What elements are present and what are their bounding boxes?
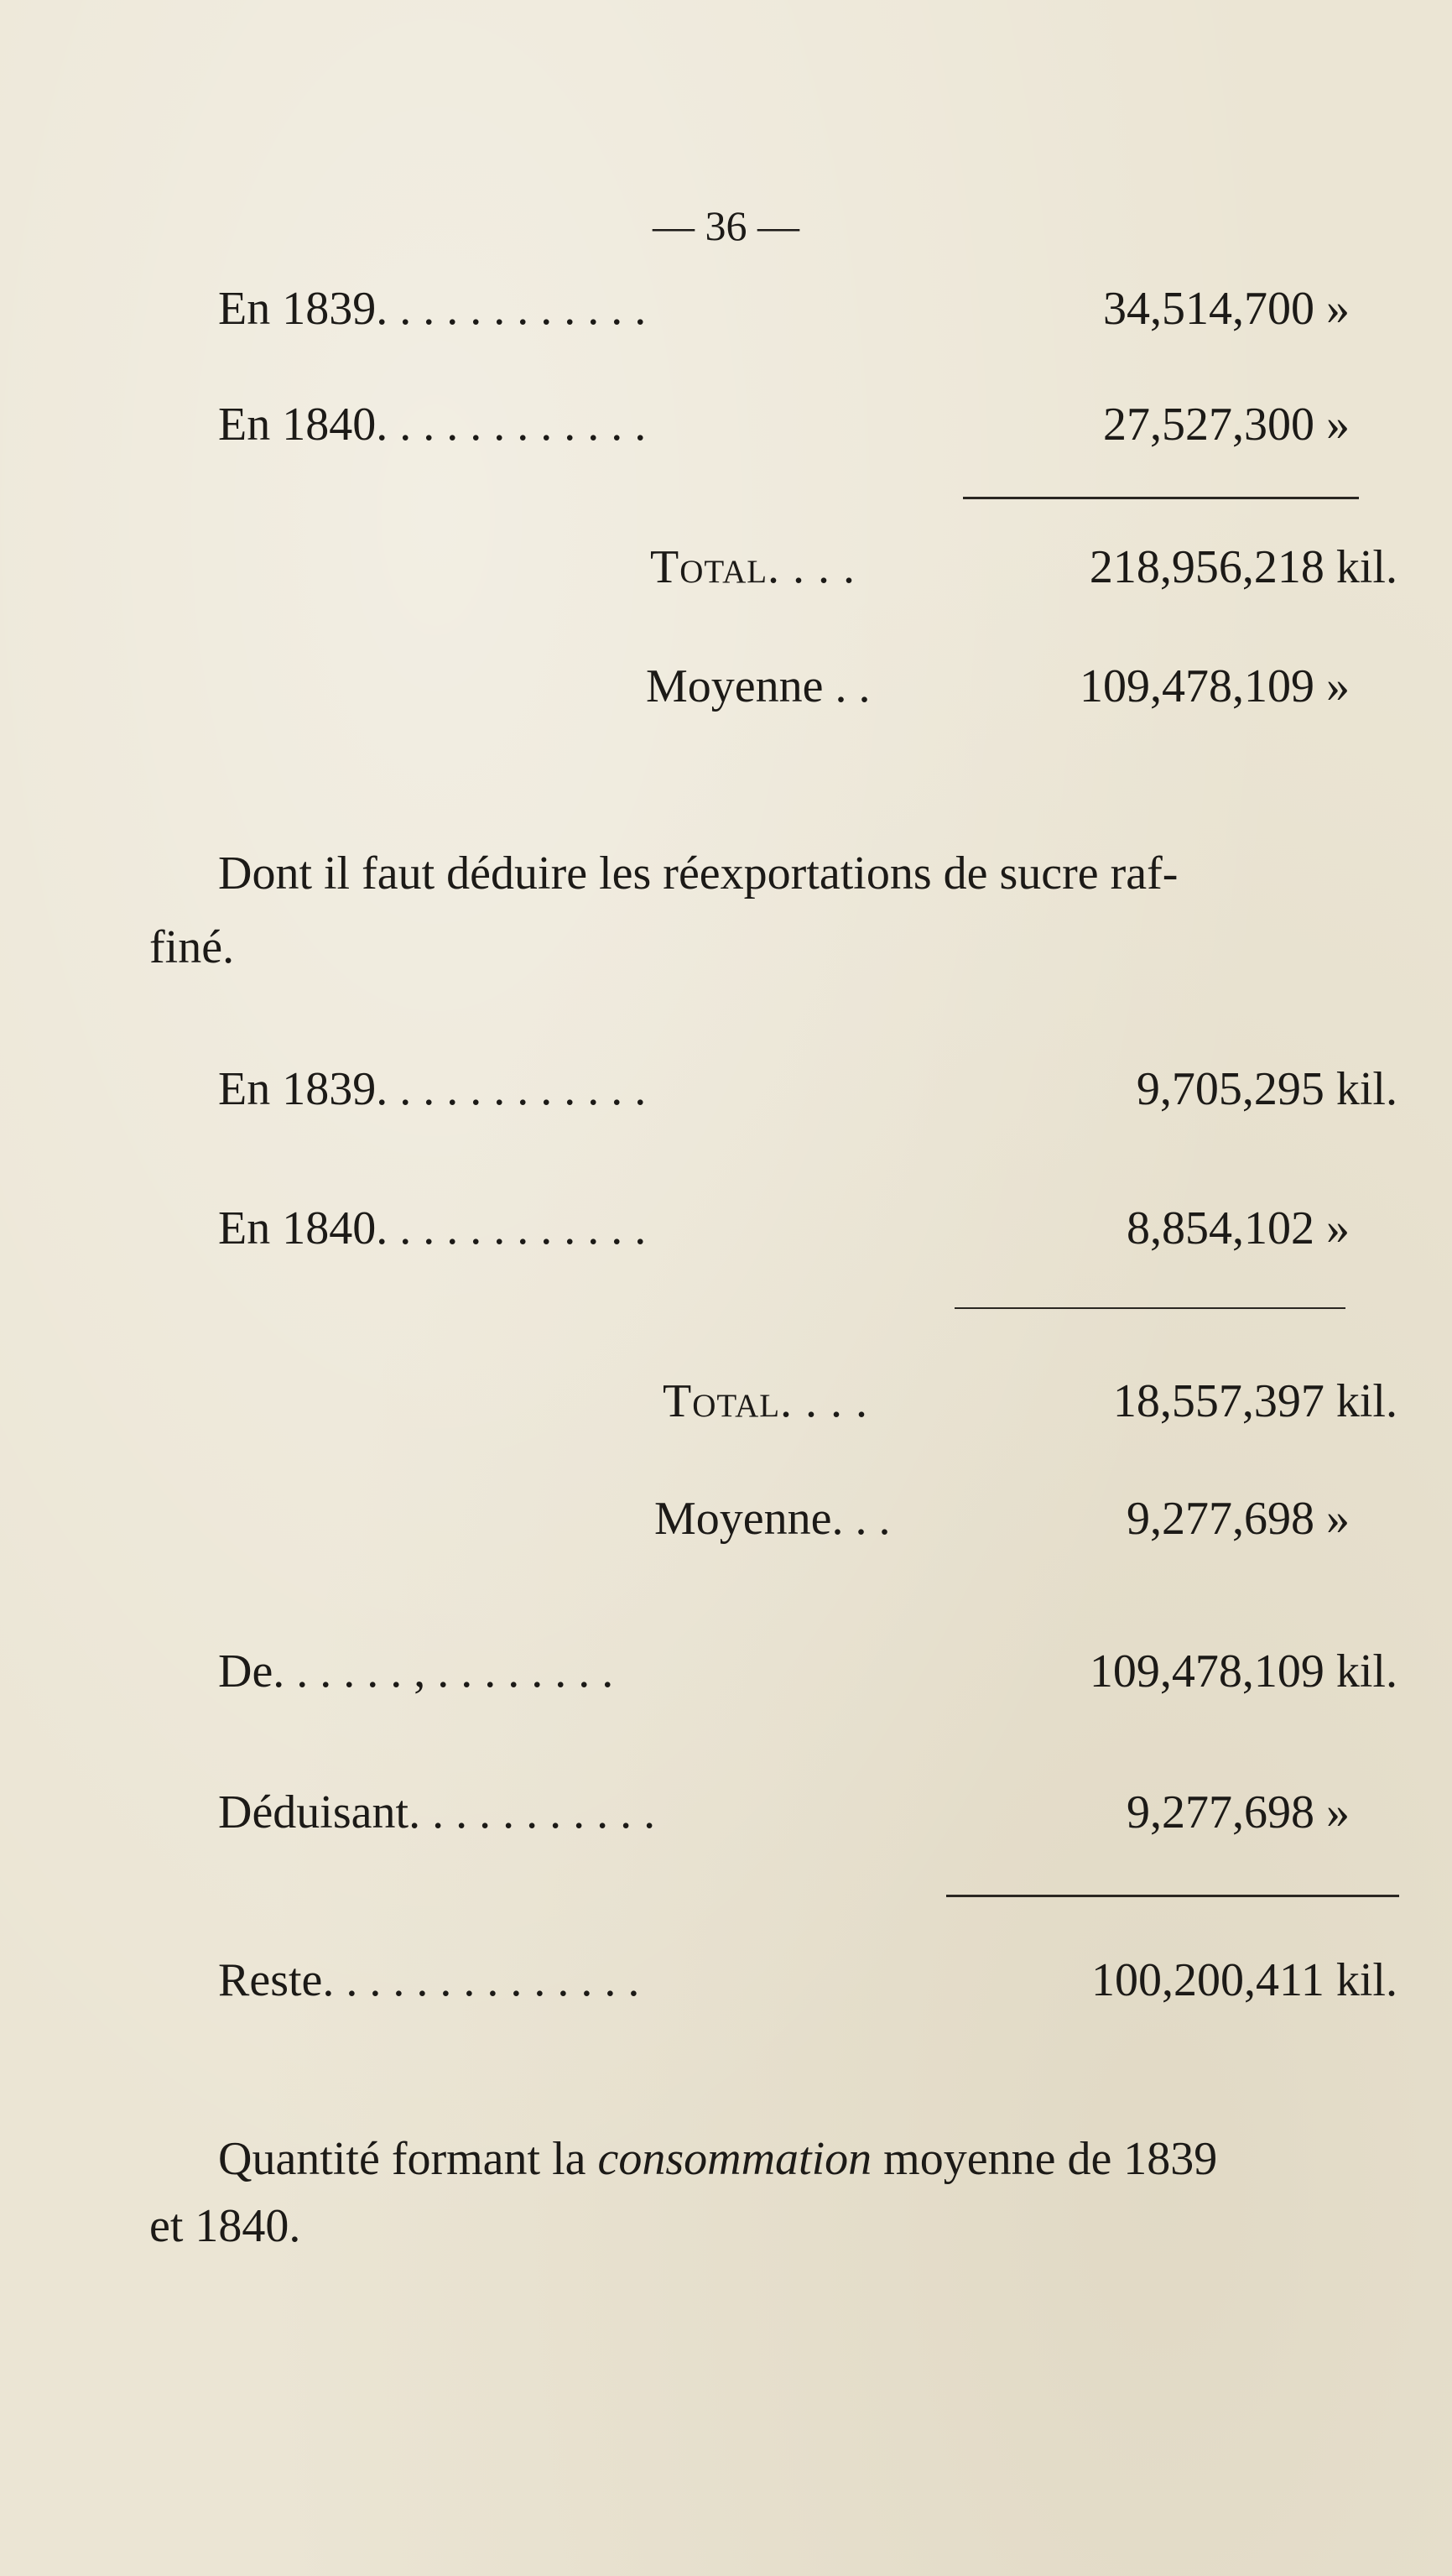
row-value-1839: 9,705,295 kil. (1136, 1063, 1397, 1115)
moyenne-value: 9,277,698 » (1127, 1493, 1350, 1545)
difference-rule (946, 1895, 1399, 1897)
moyenne-label: Moyenne . . (646, 660, 871, 712)
de-value: 109,478,109 kil. (1089, 1645, 1397, 1697)
row-value-1840: 8,854,102 » (1127, 1202, 1350, 1254)
total-value: 218,956,218 kil. (1089, 541, 1397, 593)
row-value-1839: 34,514,700 » (1103, 283, 1350, 335)
paragraph-continuation: et 1840. (149, 2200, 301, 2252)
reste-value: 100,200,411 kil. (1090, 1954, 1397, 2006)
paragraph-text-start: Quantité formant la (218, 2133, 598, 2185)
deduisant-label: Déduisant. . . . . . . . . . . (218, 1786, 656, 1838)
moyenne-label: Moyenne. . . (654, 1493, 891, 1545)
de-label: De. . . . . . , . . . . . . . . (218, 1645, 614, 1697)
row-label-1839: En 1839. . . . . . . . . . . . (218, 1063, 647, 1115)
sum-rule (963, 497, 1359, 499)
total-label: Total. . . . (663, 1375, 869, 1427)
deduisant-value: 9,277,698 » (1127, 1786, 1350, 1838)
paragraph-continuation: finé. (149, 921, 235, 973)
row-label-1840: En 1840. . . . . . . . . . . . (218, 399, 647, 451)
paragraph-text-end: moyenne de 1839 (872, 2133, 1218, 2185)
sum-rule (955, 1307, 1345, 1309)
row-label-1839: En 1839. . . . . . . . . . . . (218, 283, 647, 335)
total-value: 18,557,397 kil. (1112, 1375, 1397, 1427)
emphasis-consommation: consommation (597, 2133, 872, 2185)
reste-label: Reste. . . . . . . . . . . . . . (218, 1954, 640, 2006)
row-label-1840: En 1840. . . . . . . . . . . . (218, 1202, 647, 1254)
moyenne-value: 109,478,109 » (1080, 660, 1350, 712)
page-number: — 36 — (653, 202, 799, 249)
total-label: Total. . . . (650, 541, 856, 593)
row-value-1840: 27,527,300 » (1103, 399, 1350, 451)
paragraph-line: Dont il faut déduire les réexportations de sucre raf- (218, 847, 1179, 900)
paragraph-consommation (218, 2126, 1217, 2193)
paragraph-reexportations (218, 841, 1384, 908)
